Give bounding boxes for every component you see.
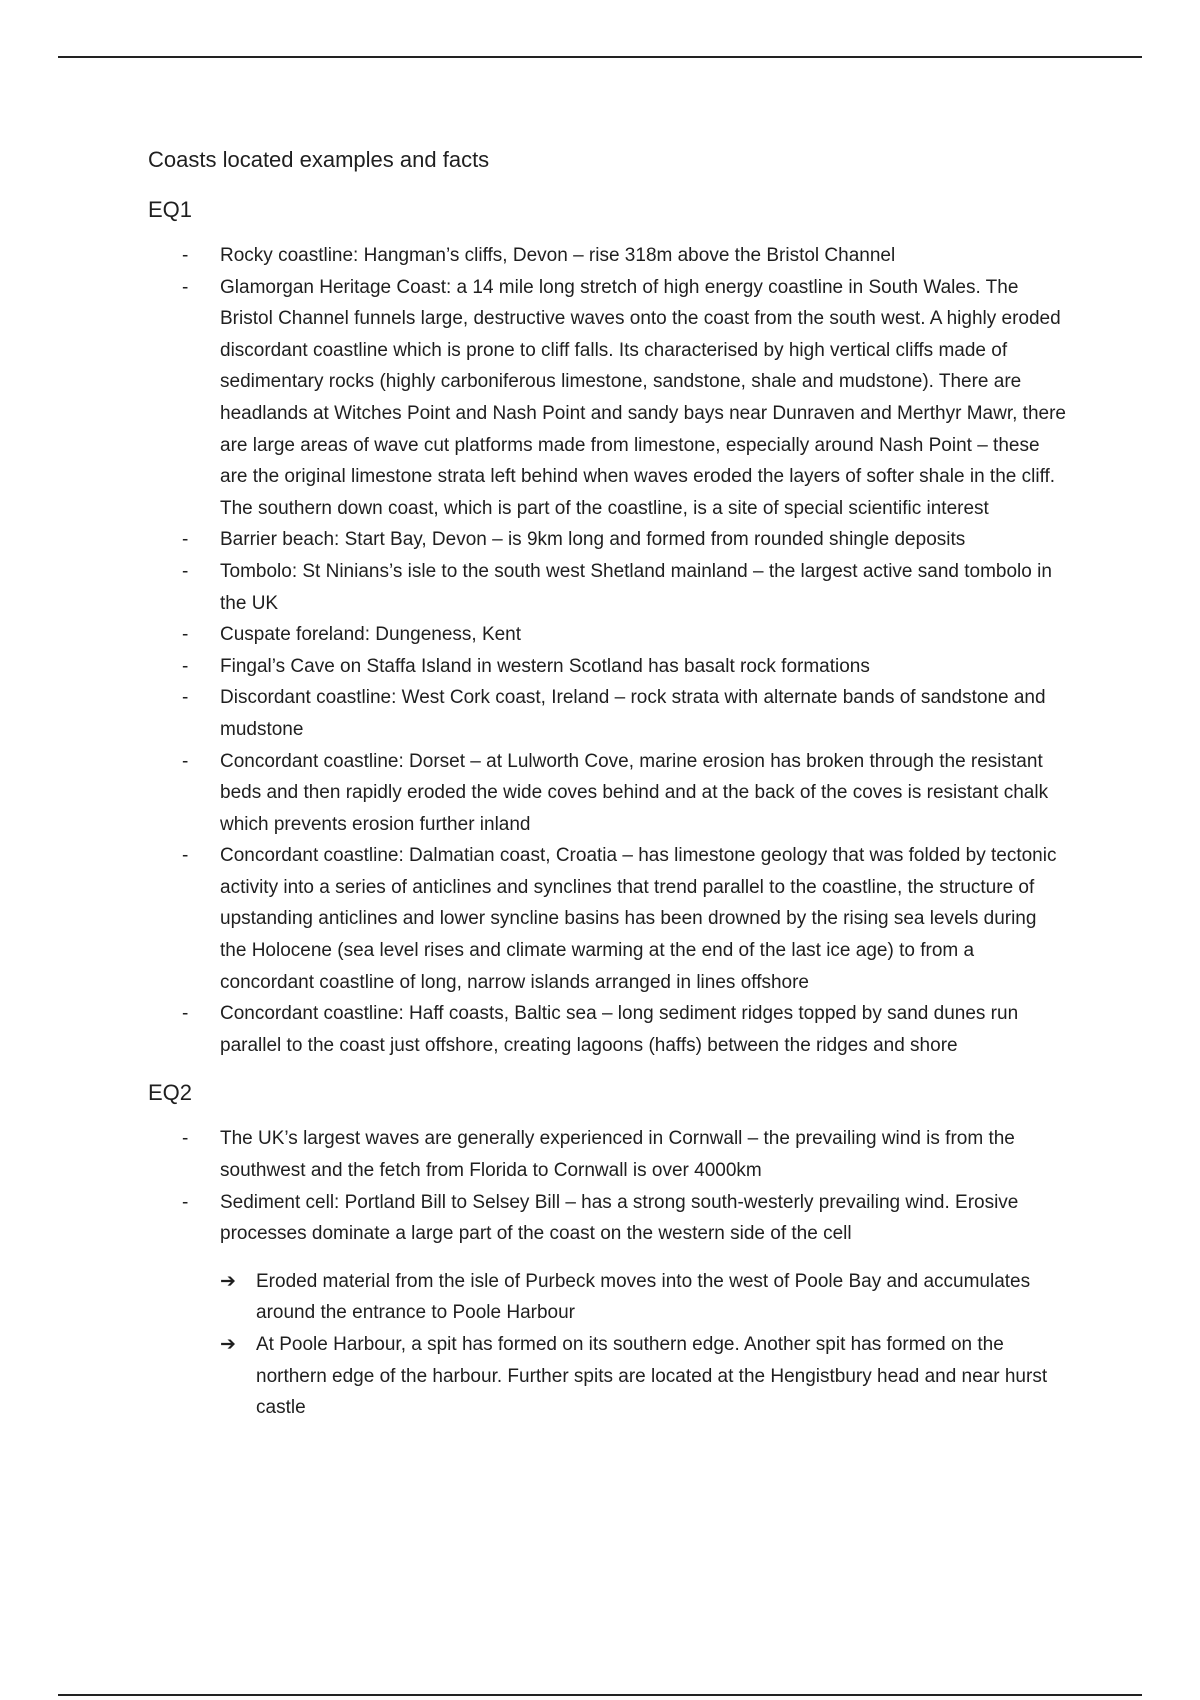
list-item: - Cuspate foreland: Dungeness, Kent xyxy=(148,619,1068,651)
dash-bullet-icon: - xyxy=(182,1128,189,1150)
list-item: - The UK’s largest waves are generally experienced in Cornwall – the prevailing wind is from the southwest and the fetch from Florida to Cornwall is over 4000km xyxy=(148,1123,1068,1186)
footer-rule xyxy=(58,1694,1142,1696)
dash-bullet-icon: - xyxy=(182,560,189,582)
list-item: - Fingal’s Cave on Staffa Island in western Scotland has basalt rock formations xyxy=(148,651,1068,683)
dash-bullet-icon: - xyxy=(182,1003,189,1025)
dash-bullet-icon: - xyxy=(182,655,189,677)
dash-bullet-icon: - xyxy=(182,276,189,298)
dash-bullet-icon: - xyxy=(182,687,189,709)
arrow-right-icon: ➔ xyxy=(220,1334,236,1355)
list-item: - Concordant coastline: Dalmatian coast, Croatia – has limestone geology that was folded by tectonic activity into a series of anticlines and synclines that trend parallel to the coastline, the structure of upstanding anticlines and lower syncline basins has been drowned by the rising sea levels during the Holocene (sea level rises and climate warming at the end of the last ice age) to from a concordant coastline of long, narrow islands arranged in lines offshore xyxy=(148,840,1068,998)
section-heading-eq1: EQ1 xyxy=(148,197,193,222)
document-title: Coasts located examples and facts xyxy=(148,147,490,172)
dash-bullet-icon: - xyxy=(182,1191,189,1213)
arrow-right-icon: ➔ xyxy=(220,1270,236,1292)
list-item: - Tombolo: St Ninians’s isle to the south west Shetland mainland – the largest active sand tombolo in the UK xyxy=(148,556,1068,619)
list-item: - Barrier beach: Start Bay, Devon – is 9km long and formed from rounded shingle deposits xyxy=(148,524,1068,556)
list-item: - Glamorgan Heritage Coast: a 14 mile long stretch of high energy coastline in South Wales. The Bristol Channel funnels large, destructive waves onto the coast from the south west. A highly eroded discordant coastline which is prone to cliff falls. Its characterised by high vertical cliffs made of sedimentary rocks (highly carboniferous limestone, sandstone, shale and mudstone). There are headlands at Witches Point and Nash Point and sandy bays near Dunraven and Merthyr Mawr, there are large areas of wave cut platforms made from limestone, especially around Nash Point – these are the original limestone strata left behind when waves eroded the layers of softer shale in the cliff. The southern down coast, which is part of the coastline, is a site of special scientific interest xyxy=(148,272,1068,525)
dash-bullet-icon: - xyxy=(182,845,189,867)
list-item: - Concordant coastline: Haff coasts, Baltic sea – long sediment ridges topped by sand dunes run parallel to the coast just offshore, creating lagoons (haffs) between the ridges and shore xyxy=(148,998,1068,1061)
eq1-fact-list xyxy=(148,240,1068,1061)
document-body xyxy=(148,144,1068,1424)
dash-bullet-icon: - xyxy=(182,529,189,551)
dash-bullet-icon: - xyxy=(182,624,189,646)
list-item: - Sediment cell: Portland Bill to Selsey Bill – has a strong south-westerly prevailing wind. Erosive processes dominate a large part of the coast on the western side of the cell xyxy=(148,1187,1068,1250)
dash-bullet-icon: - xyxy=(182,750,189,772)
sub-list-item: ➔ At Poole Harbour, a spit has formed on its southern edge. Another spit has formed on the northern edge of the harbour. Further spits are located at the Hengistbury head and near hurst castle xyxy=(148,1329,1068,1424)
list-item: - Discordant coastline: West Cork coast, Ireland – rock strata with alternate bands of sandstone and mudstone xyxy=(148,682,1068,745)
dash-bullet-icon: - xyxy=(182,245,189,266)
list-item: - Rocky coastline: Hangman’s cliffs, Devon – rise 318m above the Bristol Channel xyxy=(148,240,1068,272)
eq2-sub-list xyxy=(148,1266,1068,1424)
header-rule xyxy=(58,56,1142,58)
list-item: - Concordant coastline: Dorset – at Lulworth Cove, marine erosion has broken through the resistant beds and then rapidly eroded the wide coves behind and at the back of the coves is resistant chalk which prevents erosion further inland xyxy=(148,746,1068,841)
eq2-fact-list xyxy=(148,1123,1068,1249)
section-heading-eq2: EQ2 xyxy=(148,1080,193,1106)
sub-list-item: ➔ Eroded material from the isle of Purbeck moves into the west of Poole Bay and accumulates around the entrance to Poole Harbour xyxy=(148,1266,1068,1329)
